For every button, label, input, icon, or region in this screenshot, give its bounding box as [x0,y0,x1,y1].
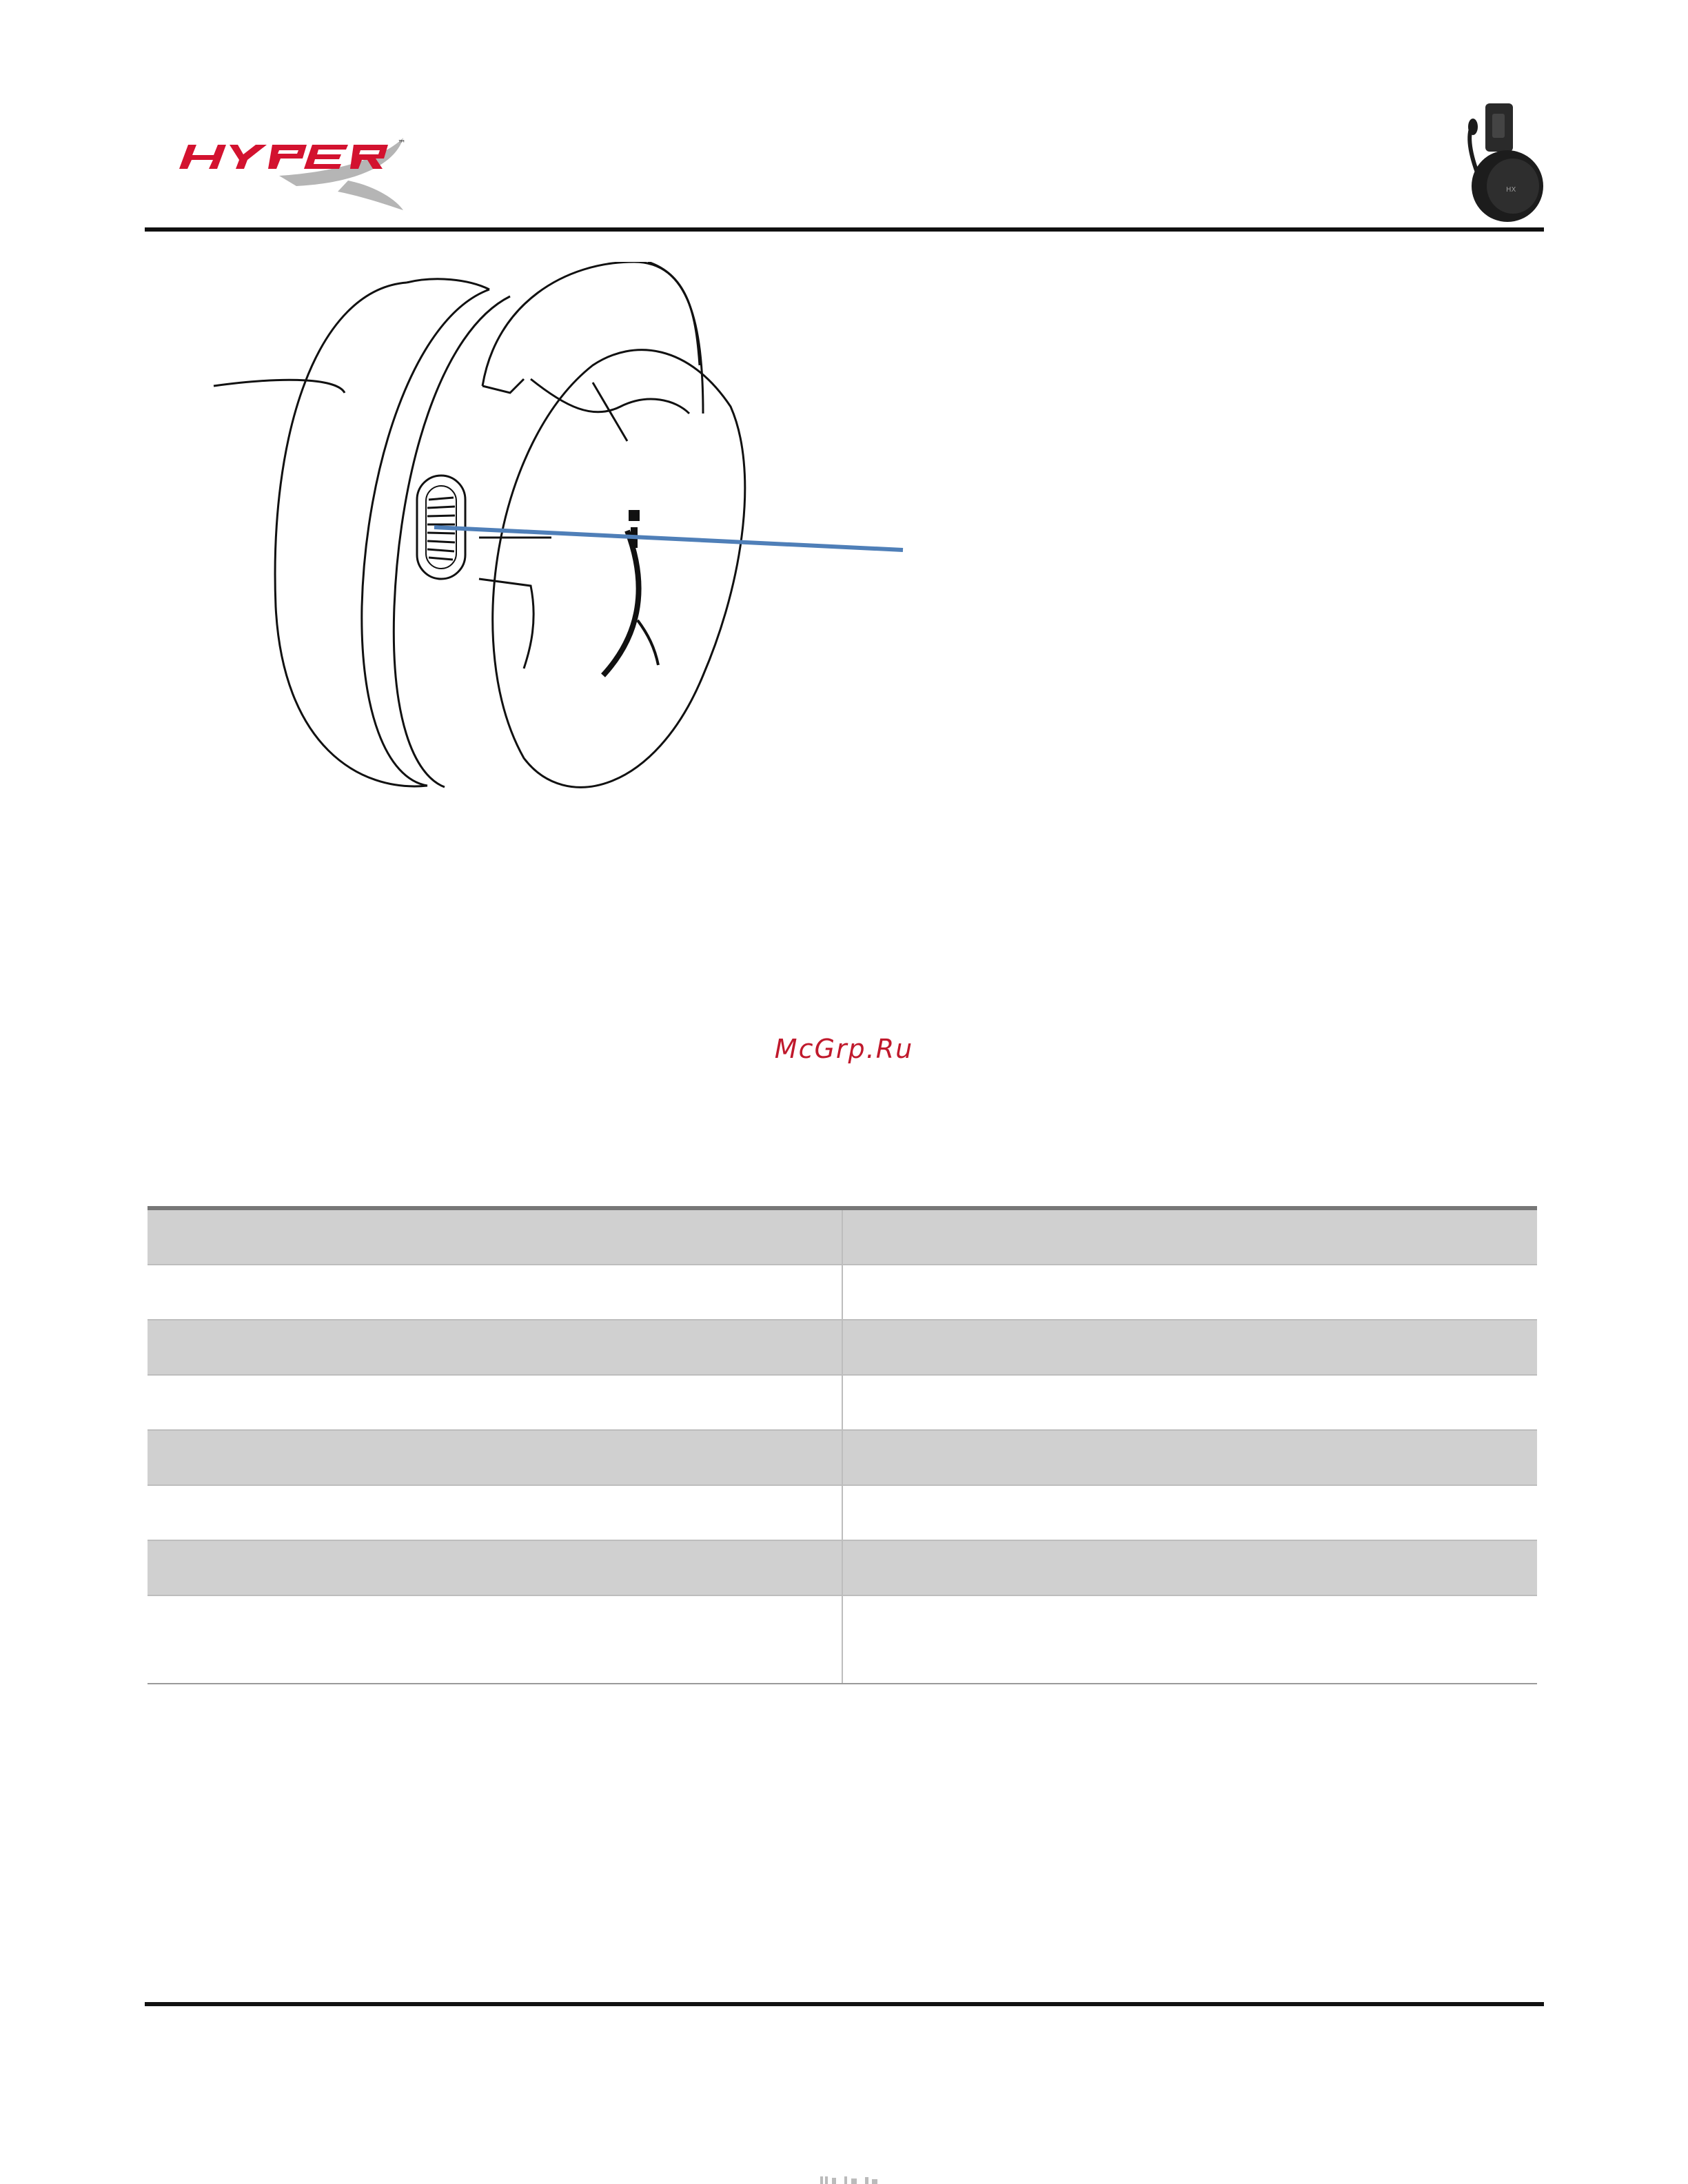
table-cell [148,1376,842,1429]
spec-table [148,1206,1537,1684]
footer-rule [145,2002,1544,2006]
table-cell [148,1596,842,1683]
table-cell [148,1265,842,1319]
svg-text:™: ™ [398,139,406,148]
headset-earcup-illustration [207,262,937,806]
table-cell [842,1486,1537,1540]
header-rule [145,227,1544,232]
table-cell [148,1431,842,1484]
svg-text:HX: HX [1506,186,1516,194]
table-cell [148,1486,842,1540]
hyperx-logo [176,131,417,214]
table-row [148,1541,1537,1596]
table-row [148,1210,1537,1265]
table-row [148,1431,1537,1486]
table-cell [148,1320,842,1374]
table-cell [148,1210,842,1264]
footer-mark-icon [817,2171,899,2184]
table-row [148,1320,1537,1376]
table-cell [842,1320,1537,1374]
headset-thumbnail-icon [1458,96,1561,227]
watermark-text: McGrp.Ru [774,1034,914,1064]
table-row [148,1376,1537,1431]
table-cell [842,1541,1537,1595]
table-cell [148,1541,842,1595]
table-cell [842,1376,1537,1429]
table-cell [842,1210,1537,1264]
table-cell [842,1431,1537,1484]
table-row [148,1596,1537,1683]
table-row [148,1265,1537,1320]
table-row [148,1486,1537,1541]
table-cell [842,1596,1537,1683]
table-cell [842,1265,1537,1319]
